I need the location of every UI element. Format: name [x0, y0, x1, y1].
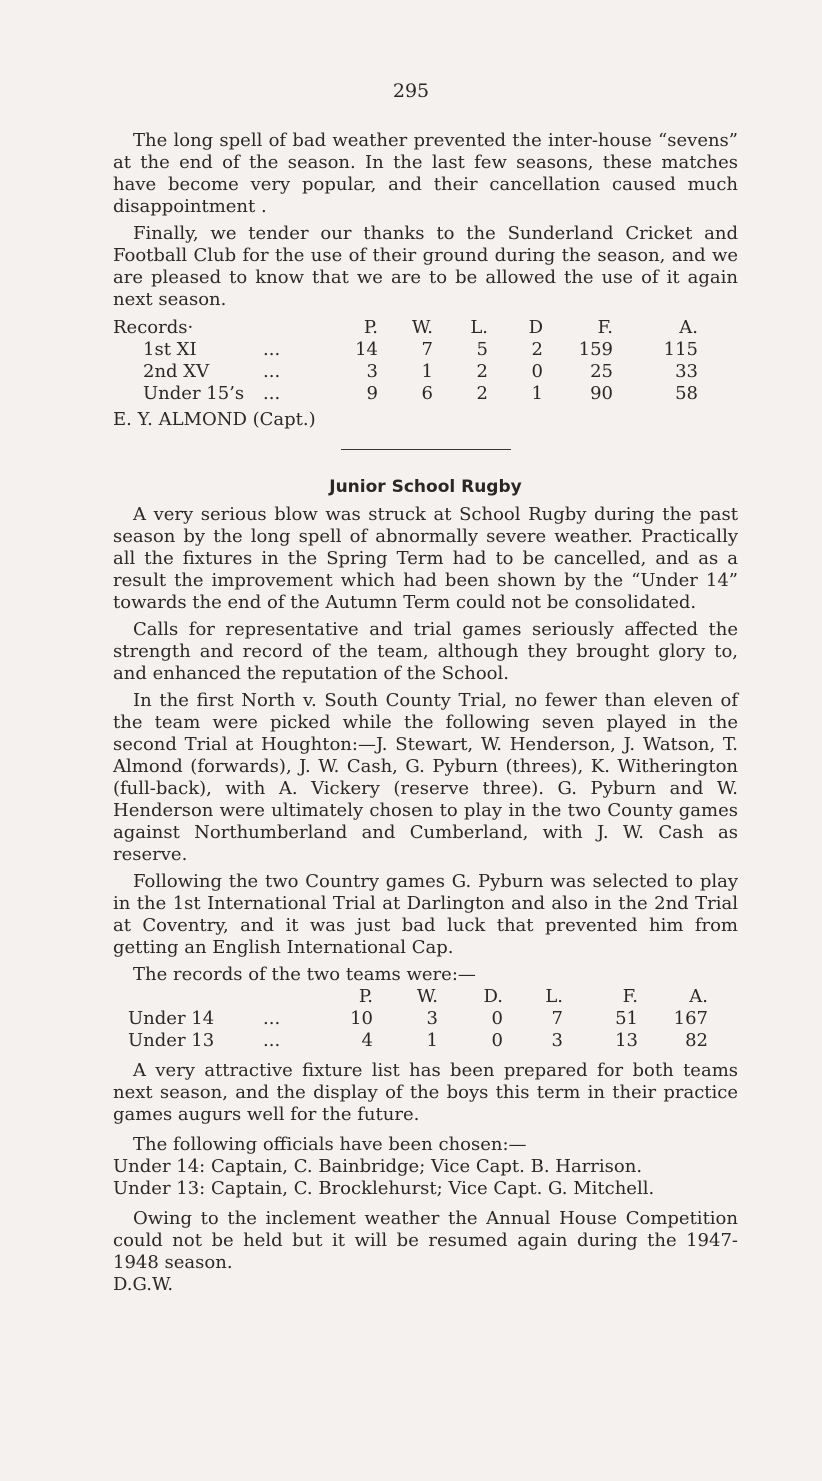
officials-under-13: Under 13: Captain, C. Brocklehurst; Vice Capt. G. Mitchell. — [113, 1178, 655, 1199]
cell: 1 — [421, 361, 433, 382]
leader-dots: ... — [263, 383, 281, 404]
table-row — [113, 339, 738, 361]
cell: 7 — [421, 339, 433, 360]
paragraph-sevens: The long spell of bad weather prevented the inter-house “sevens” at the end of the season. In the last few seasons, these matches have become very popular, and their cancellation caused much disappointment . — [113, 130, 738, 217]
paragraph-calls: Calls for representative and trial games seriously affected the strength and record of the team, although they brought glory to, and enhanced the reputation of the School. — [113, 619, 738, 684]
officials-block — [113, 1134, 738, 1200]
cell: 1 — [426, 1030, 438, 1051]
records-label: Records· — [113, 317, 194, 338]
senior-records-table — [113, 317, 738, 405]
cell: 115 — [663, 339, 698, 360]
cell: 167 — [673, 1008, 708, 1029]
cell: 58 — [675, 383, 698, 404]
cell: 9 — [366, 383, 378, 404]
col-header: A. — [689, 986, 708, 1007]
paragraph-fixtures: A very attractive fixture list has been prepared for both teams next season, and the display of the boys this term in their practice games augurs well for the future. — [113, 1060, 738, 1125]
cell: 0 — [531, 361, 543, 382]
author-signature: D.G.W. — [113, 1274, 174, 1295]
text-column — [113, 130, 738, 1296]
cell: 2 — [476, 383, 488, 404]
table-row — [113, 361, 738, 383]
officials-under-14: Under 14: Captain, C. Bainbridge; Vice Capt. B. Harrison. — [113, 1156, 643, 1177]
paragraph-international: Following the two Country games G. Pyburn was selected to play in the 1st International Trial at Darlington and also in the 2nd Trial at Coventry, and it was just bad luck that prevented him from getting an English International Cap. — [113, 871, 738, 958]
leader-dots: ... — [263, 361, 281, 382]
col-header: P. — [358, 986, 373, 1007]
section-heading: Junior School Rugby — [329, 477, 522, 497]
cell: 3 — [366, 361, 378, 382]
team-name: Under 14 — [128, 1008, 215, 1029]
junior-records-table — [113, 986, 738, 1052]
paragraph-trials: In the first North v. South County Trial, no fewer than eleven of the team were picked while the following seven played in the second Trial at Houghton:—J. Stewart, W. Henderson, J. Watson, T. Almond (forwards), J. W. Cash, G. Pyburn (threes), K. Witherington (full-back), with A. Vickery (reserve three). G. Pyburn and W. Henderson were ultimately chosen to play in the two County games against Northumberland and Cumberland, with J. W. Cash as reserve. — [113, 690, 738, 865]
table-row — [113, 383, 738, 405]
officials-intro: The following officials have been chosen:— — [133, 1134, 527, 1155]
cell: 10 — [350, 1008, 373, 1029]
col-header: D. — [483, 986, 503, 1007]
cell: 3 — [426, 1008, 438, 1029]
cell: 7 — [551, 1008, 563, 1029]
cell: 13 — [615, 1030, 638, 1051]
captain-signature: E. Y. ALMOND (Capt.) — [113, 409, 316, 430]
cell: 51 — [615, 1008, 638, 1029]
team-name: 2nd XV — [143, 361, 210, 382]
cell: 4 — [361, 1030, 373, 1051]
col-header: F. — [597, 317, 613, 338]
cell: 2 — [476, 361, 488, 382]
col-header: P. — [363, 317, 378, 338]
cell: 82 — [685, 1030, 708, 1051]
col-header: W. — [416, 986, 438, 1007]
cell: 90 — [590, 383, 613, 404]
col-header: D — [528, 317, 543, 338]
team-name: 1st XI — [143, 339, 197, 360]
page-number: 295 — [392, 80, 430, 102]
cell: 1 — [531, 383, 543, 404]
table-header-row — [113, 317, 738, 339]
team-name: Under 13 — [128, 1030, 215, 1051]
cell: 14 — [355, 339, 378, 360]
paragraph-house-competition: Owing to the inclement weather the Annual House Competition could not be held but it will be resumed again during the 1947-1948 season. — [113, 1208, 738, 1273]
cell: 0 — [491, 1008, 503, 1029]
cell: 159 — [578, 339, 613, 360]
cell: 2 — [531, 339, 543, 360]
table-header-row — [113, 986, 738, 1008]
team-name: Under 15’s — [143, 383, 245, 404]
leader-dots: ... — [263, 1030, 281, 1051]
cell: 33 — [675, 361, 698, 382]
cell: 25 — [590, 361, 613, 382]
table-row — [113, 1008, 738, 1030]
paragraph-weather: A very serious blow was struck at School Rugby during the past season by the long spell of abnormally severe weather. Practically all the fixtures in the Spring Term had to be cancelled, and as a result the improvement which had been shown by the “Under 14” towards the end of the Autumn Term could not be consolidated. — [113, 504, 738, 613]
section-divider — [341, 449, 511, 450]
cell: 3 — [551, 1030, 563, 1051]
paragraph-thanks: Finally, we tender our thanks to the Sunderland Cricket and Football Club for the use of their ground during the season, and we are pleased to know that we are to be allowed the use of it again next season. — [113, 223, 738, 310]
col-header: A. — [679, 317, 698, 338]
table-row — [113, 1030, 738, 1052]
col-header: L. — [470, 317, 488, 338]
records-intro: The records of the two teams were:— — [133, 964, 476, 985]
leader-dots: ... — [263, 339, 281, 360]
cell: 0 — [491, 1030, 503, 1051]
col-header: W. — [411, 317, 433, 338]
col-header: F. — [622, 986, 638, 1007]
leader-dots: ... — [263, 1008, 281, 1029]
col-header: L. — [545, 986, 563, 1007]
cell: 5 — [476, 339, 488, 360]
cell: 6 — [421, 383, 433, 404]
